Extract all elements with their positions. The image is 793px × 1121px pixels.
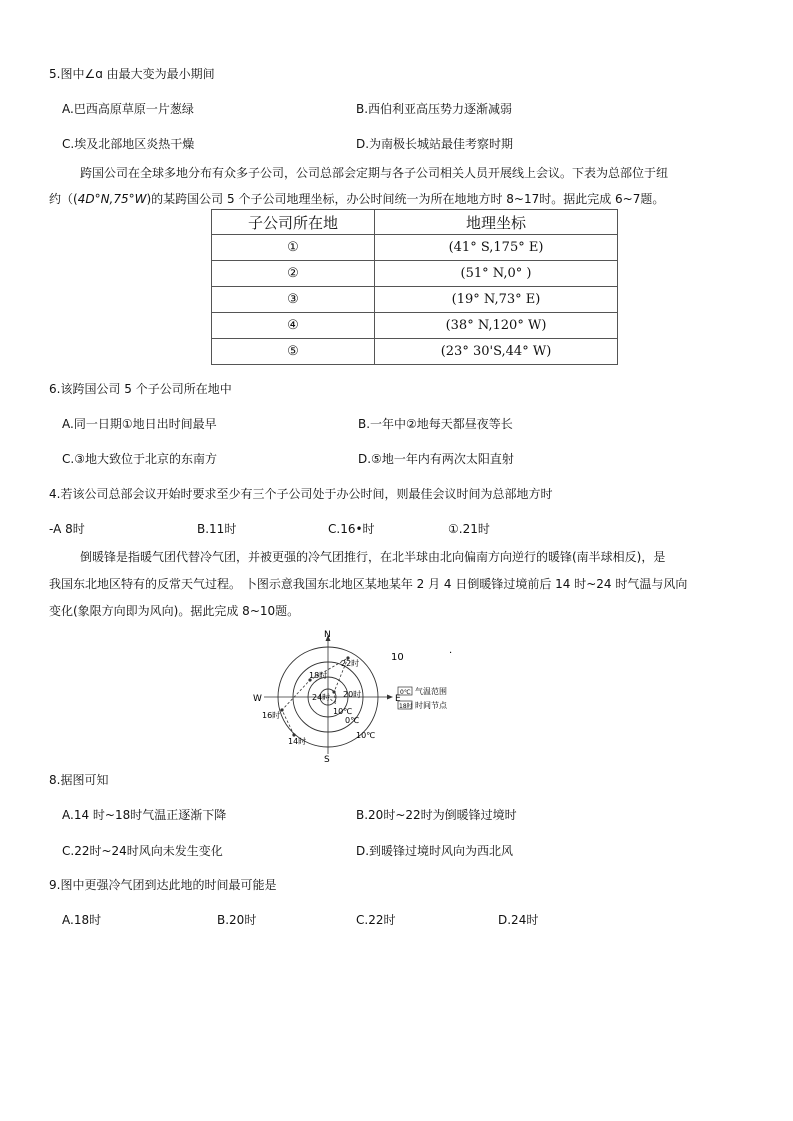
q9-option-c: C.22时 bbox=[356, 913, 396, 927]
q6-option-c: C.③地大致位于北京的东南方 bbox=[62, 452, 217, 466]
east-arrow-icon bbox=[387, 695, 393, 700]
q9-option-b: B.20时 bbox=[217, 913, 257, 927]
time-label-22: 22时 bbox=[341, 659, 360, 668]
q7-option-a: -A 8时 bbox=[49, 522, 85, 536]
q9-option-a: A.18时 bbox=[62, 913, 102, 927]
table-row bbox=[212, 313, 618, 339]
table-cell-site: ① bbox=[212, 235, 375, 261]
table-cell-coordinate: (38° N,120° W) bbox=[375, 313, 618, 339]
q6-option-b: B.一年中②地每天都昼夜等长 bbox=[358, 417, 513, 431]
q8-option-d: D.到暖锋过境时风向为西北风 bbox=[356, 844, 514, 858]
q6-option-a: A.同一日期①地日出时间最早 bbox=[62, 417, 217, 431]
passage-2-line-1: 倒暖锋是指暖气团代替冷气团，并被更强的冷气团推行，在北半球由北向偏南方向逆行的暖锋(南半球相反)，是 bbox=[80, 550, 666, 564]
table-header-location: 子公司所在地 bbox=[212, 210, 375, 235]
temp-label-middle: 0℃ bbox=[345, 716, 360, 725]
table-cell-coordinate: (41° S,175° E) bbox=[375, 235, 618, 261]
q8-option-b: B.20时~22时为倒暖锋过境时 bbox=[356, 808, 517, 822]
temp-label-inner: 10℃ bbox=[333, 707, 353, 716]
table-row bbox=[212, 235, 618, 261]
node-20 bbox=[332, 690, 335, 693]
table-header-row bbox=[212, 210, 618, 235]
question-9-stem: 9.图中更强冷气团到达此地的时间最可能是 bbox=[49, 878, 277, 892]
dir-s-label: S bbox=[324, 755, 330, 765]
table-cell-site: ④ bbox=[212, 313, 375, 339]
table-cell-site: ⑤ bbox=[212, 339, 375, 365]
table-row bbox=[212, 261, 618, 287]
q5-option-a: A.巴西高原草原一片葱绿 bbox=[62, 102, 194, 116]
legend-time-label: 时间节点 bbox=[415, 701, 447, 710]
q8-option-a: A.14 时~18时气温正逐渐下降 bbox=[62, 808, 227, 822]
time-label-14: 14时 bbox=[288, 737, 307, 746]
subsidiary-coordinates-table bbox=[211, 209, 618, 365]
q7-option-b: B.11时 bbox=[197, 522, 237, 536]
dir-e-label: E bbox=[395, 694, 401, 704]
table-cell-coordinate: (19° N,73° E) bbox=[375, 287, 618, 313]
question-8-stem: 8.据图可知 bbox=[49, 773, 109, 787]
warm-front-diagram bbox=[252, 628, 512, 766]
time-label-24: 24时 bbox=[312, 693, 331, 702]
q8-option-c: C.22时~24时风向未发生变化 bbox=[62, 844, 223, 858]
q9-option-d: D.24时 bbox=[498, 913, 539, 927]
passage-2-line-2: 我国东北地区特有的反常天气过程。 卜图示意我国东北地区某地某年 2 月 4 日倒暖锋过境前后 14 时~24 时气温与风向 bbox=[49, 577, 688, 591]
legend-time-box-label: 18时 bbox=[399, 703, 413, 710]
legend-temp-label: 气温范围 bbox=[415, 687, 447, 696]
temp-label-outer: 10℃ bbox=[356, 731, 376, 740]
legend-temp-box-label: 0℃ bbox=[400, 689, 411, 696]
table-header-coordinate: 地理坐标 bbox=[375, 210, 618, 235]
table-row bbox=[212, 287, 618, 313]
stray-dot: · bbox=[449, 648, 453, 659]
passage-1-line-2: 约（(4D°N,75°W)的某跨国公司 5 个子公司地理坐标，办公时间统一为所在地地方时 8~17时。据此完成 6~7题。 bbox=[49, 192, 665, 206]
table-cell-site: ③ bbox=[212, 287, 375, 313]
node-16 bbox=[280, 708, 283, 711]
q6-option-d: D.⑤地一年内有两次太阳直射 bbox=[358, 452, 514, 466]
dir-w-label: W bbox=[253, 694, 262, 704]
passage-2-line-3: 变化(象限方向即为风向)。据此完成 8~10题。 bbox=[49, 604, 300, 618]
dir-n-label: N bbox=[324, 630, 331, 640]
table-row bbox=[212, 339, 618, 365]
stray-number: 10 bbox=[391, 652, 404, 663]
question-6-stem: 6.该跨国公司 5 个子公司所在地中 bbox=[49, 382, 232, 396]
passage-1-line-1: 跨国公司在全球多地分布有众多子公司，公司总部会定期与各子公司相关人员开展线上会议。下表为总部位于纽 bbox=[80, 166, 669, 180]
question-7-stem: 4.若该公司总部会议开始时要求至少有三个子公司处于办公时间，则最佳会议时间为总部地方时 bbox=[49, 487, 553, 501]
time-label-18: 18时 bbox=[309, 671, 328, 680]
q7-option-d: ①.21时 bbox=[448, 522, 490, 536]
time-label-20: 20时 bbox=[343, 690, 362, 699]
question-5-stem: 5.图中∠ɑ 由最大变为最小期间 bbox=[49, 67, 215, 81]
table-cell-site: ② bbox=[212, 261, 375, 287]
table-cell-coordinate: (23° 30'S,44° W) bbox=[375, 339, 618, 365]
q7-option-c: C.16•时 bbox=[328, 522, 375, 536]
table-cell-coordinate: (51° N,0° ) bbox=[375, 261, 618, 287]
time-label-16: 16时 bbox=[262, 711, 281, 720]
q5-option-d: D.为南极长城站最佳考察时期 bbox=[356, 137, 514, 151]
q5-option-b: B.西伯利亚高压势力逐渐减弱 bbox=[356, 102, 513, 116]
q5-option-c: C.埃及北部地区炎热干燥 bbox=[62, 137, 195, 151]
hq-coordinate: 4D°N,75°W bbox=[77, 192, 147, 206]
